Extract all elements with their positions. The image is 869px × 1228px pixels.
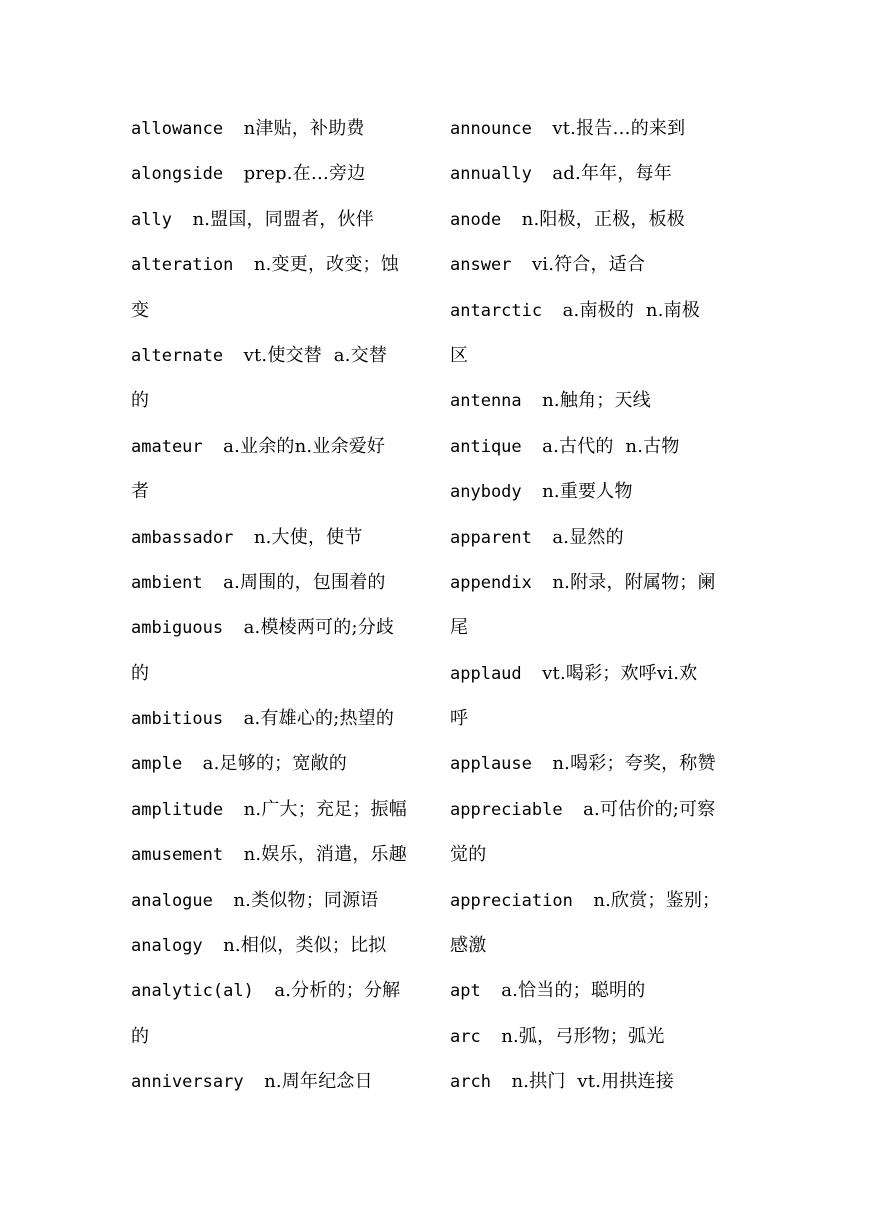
vocab-entry xyxy=(131,560,424,605)
entry-gap xyxy=(532,573,552,593)
entry-word: allowance xyxy=(131,119,224,139)
entry-word: alternate xyxy=(131,345,224,366)
vocab-entry xyxy=(450,469,743,514)
entry-definition: prep.在…旁边 xyxy=(243,163,366,185)
right-column xyxy=(450,106,743,1105)
entry-word: amateur xyxy=(131,436,203,457)
entry-gap xyxy=(223,346,243,366)
entry-gap xyxy=(223,119,243,139)
entry-gap xyxy=(542,301,562,321)
entry-word: analytic(al) xyxy=(131,981,254,1002)
vocab-entry xyxy=(450,1014,743,1059)
entry-gap xyxy=(522,482,542,502)
entry-definition: 区 xyxy=(450,344,469,366)
entry-definition: 呼 xyxy=(450,708,469,730)
entry-gap xyxy=(532,164,552,184)
entry-word: ambitious xyxy=(131,709,224,730)
entry-definition: n.大使，使节 xyxy=(253,526,363,548)
entry-word: antenna xyxy=(450,391,522,412)
vocab-entry xyxy=(131,923,424,968)
entry-word: appreciation xyxy=(450,890,573,911)
entry-definition: n.附录，附属物；阑 xyxy=(552,571,716,593)
vocab-entry xyxy=(450,651,743,696)
entry-definition: n.喝彩；夸奖，称赞 xyxy=(552,753,716,775)
entry-gap xyxy=(501,210,521,230)
entry-gap xyxy=(573,891,593,911)
entry-gap xyxy=(172,210,192,230)
entry-definition: 觉的 xyxy=(450,844,487,866)
entry-definition: a.分析的；分解 xyxy=(274,980,401,1002)
entry-definition: n.触角；天线 xyxy=(542,390,651,412)
vocab-entry-continuation xyxy=(131,288,424,333)
entry-definition: 的 xyxy=(131,390,150,412)
vocab-entry xyxy=(131,106,424,151)
entry-definition: n.欣赏；鉴别； xyxy=(593,889,721,911)
entry-definition: a.显然的 xyxy=(552,526,624,548)
entry-definition: n.重要人物 xyxy=(542,481,633,503)
entry-word: anniversary xyxy=(131,1072,244,1093)
entry-gap xyxy=(223,618,243,638)
vocab-entry-continuation xyxy=(450,696,743,741)
entry-word: anode xyxy=(450,209,502,230)
entry-word: announce xyxy=(450,119,532,139)
entry-definition: n.弧，弓形物；弧光 xyxy=(501,1025,665,1047)
entry-definition: n.拱门 vt.用拱连接 xyxy=(511,1071,674,1093)
entry-definition: a.恰当的；聪明的 xyxy=(501,980,646,1002)
entry-word: applaud xyxy=(450,663,522,684)
vocab-entry xyxy=(450,878,743,923)
entry-word: analogy xyxy=(131,936,203,957)
entry-gap xyxy=(563,800,583,820)
vocab-entry-continuation xyxy=(131,651,424,696)
entry-gap xyxy=(491,1072,511,1092)
entry-gap xyxy=(254,981,274,1001)
entry-gap xyxy=(203,573,223,593)
vocab-entry-continuation xyxy=(450,333,743,378)
entry-word: ambient xyxy=(131,572,203,593)
vocab-entry xyxy=(450,787,743,832)
vocab-entry-continuation xyxy=(131,469,424,514)
entry-word: applause xyxy=(450,754,532,775)
entry-word: arch xyxy=(450,1072,491,1093)
entry-word: alongside xyxy=(131,164,224,185)
entry-definition: n.阳极，正极，板极 xyxy=(521,208,685,230)
entry-definition: a.业余的n.业余爱好 xyxy=(223,435,386,457)
vocab-entry xyxy=(450,378,743,423)
vocab-entry xyxy=(131,424,424,469)
entry-definition: 感激 xyxy=(450,935,487,957)
entry-definition: a.足够的；宽敞的 xyxy=(202,753,347,775)
entry-word: amusement xyxy=(131,845,224,866)
entry-definition: ad.年年，每年 xyxy=(552,163,672,185)
vocab-entry xyxy=(131,741,424,786)
vocab-entry xyxy=(450,560,743,605)
entry-gap xyxy=(481,981,501,1001)
left-column xyxy=(131,106,424,1105)
entry-gap xyxy=(481,1027,501,1047)
entry-gap xyxy=(223,709,243,729)
vocab-entry xyxy=(450,106,743,151)
entry-word: antique xyxy=(450,436,522,457)
entry-definition: 变 xyxy=(131,299,150,321)
entry-gap xyxy=(182,754,202,774)
entry-definition: n.周年纪念日 xyxy=(264,1071,373,1093)
vocab-entry xyxy=(450,515,743,560)
vocab-entry xyxy=(131,787,424,832)
vocab-entry-continuation xyxy=(450,832,743,877)
vocab-entry-continuation xyxy=(450,923,743,968)
vocab-entry xyxy=(131,242,424,287)
entry-word: appendix xyxy=(450,572,532,593)
entry-word: ally xyxy=(131,209,172,230)
entry-gap xyxy=(522,391,542,411)
entry-word: answer xyxy=(450,255,512,276)
entry-gap xyxy=(522,437,542,457)
entry-word: ample xyxy=(131,754,183,775)
entry-definition: n.广大；充足；振幅 xyxy=(243,798,407,820)
entry-gap xyxy=(532,754,552,774)
entry-definition: a.有雄心的;热望的 xyxy=(243,708,395,730)
entry-gap xyxy=(532,528,552,548)
entry-word: ambiguous xyxy=(131,618,224,639)
entry-definition: vt.报告…的来到 xyxy=(552,118,686,139)
entry-definition: vi.符合，适合 xyxy=(531,254,646,276)
vocab-entry xyxy=(131,515,424,560)
entry-definition: n.盟国，同盟者，伙伴 xyxy=(192,208,374,230)
vocab-entry xyxy=(450,968,743,1013)
entry-gap xyxy=(213,891,233,911)
entry-gap xyxy=(532,119,552,139)
entry-definition: n.变更，改变；蚀 xyxy=(253,254,399,276)
entry-definition: a.古代的 n.古物 xyxy=(542,435,680,457)
entry-definition: a.周围的，包围着的 xyxy=(223,571,386,593)
entry-gap xyxy=(223,845,243,865)
entry-word: arc xyxy=(450,1026,481,1047)
entry-gap xyxy=(223,164,243,184)
entry-word: antarctic xyxy=(450,300,543,321)
entry-gap xyxy=(522,664,542,684)
vocab-entry xyxy=(131,832,424,877)
vocab-entry xyxy=(131,197,424,242)
entry-definition: 的 xyxy=(131,1025,150,1047)
entry-gap xyxy=(233,255,253,275)
entry-gap xyxy=(223,800,243,820)
entry-definition: 者 xyxy=(131,481,150,503)
entry-definition: a.南极的 n.南极 xyxy=(562,299,701,321)
entry-definition: 尾 xyxy=(450,617,469,639)
entry-gap xyxy=(203,437,223,457)
vocab-entry xyxy=(450,197,743,242)
entry-word: annually xyxy=(450,164,532,185)
vocab-entry xyxy=(131,1059,424,1104)
vocab-entry xyxy=(450,242,743,287)
entry-gap xyxy=(511,255,531,275)
vocab-entry xyxy=(131,878,424,923)
vocab-entry xyxy=(450,1059,743,1104)
entry-definition: n津贴，补助费 xyxy=(243,118,365,139)
vocab-entry xyxy=(450,151,743,196)
vocab-entry xyxy=(131,696,424,741)
vocab-entry-continuation xyxy=(131,1014,424,1059)
entry-definition: a.可估价的;可察 xyxy=(583,798,716,820)
entry-word: anybody xyxy=(450,482,522,503)
entry-word: apt xyxy=(450,981,481,1002)
entry-word: alteration xyxy=(131,255,234,276)
vocab-entry-continuation xyxy=(450,605,743,650)
vocab-entry xyxy=(131,605,424,650)
vocab-entry-continuation xyxy=(131,378,424,423)
entry-definition: vt.喝彩；欢呼vi.欢 xyxy=(542,662,698,684)
vocab-entry xyxy=(131,333,424,378)
entry-word: appreciable xyxy=(450,799,563,820)
entry-word: ambassador xyxy=(131,527,234,548)
vocab-entry xyxy=(450,288,743,333)
entry-gap xyxy=(203,936,223,956)
vocab-entry xyxy=(131,151,424,196)
entry-definition: n.类似物；同源语 xyxy=(233,889,379,911)
vocab-entry xyxy=(450,424,743,469)
entry-definition: n.娱乐，消遣，乐趣 xyxy=(243,844,407,866)
entry-gap xyxy=(233,528,253,548)
entry-gap xyxy=(244,1072,264,1092)
vocab-entry xyxy=(450,741,743,786)
entry-definition: 的 xyxy=(131,662,150,684)
entry-word: apparent xyxy=(450,527,532,548)
entry-word: amplitude xyxy=(131,799,224,820)
entry-definition: a.模棱两可的;分歧 xyxy=(243,617,395,639)
entry-word: analogue xyxy=(131,890,213,911)
entry-definition: vt.使交替 a.交替 xyxy=(243,344,388,366)
entry-definition: n.相似，类似；比拟 xyxy=(223,935,387,957)
vocab-entry xyxy=(131,968,424,1013)
